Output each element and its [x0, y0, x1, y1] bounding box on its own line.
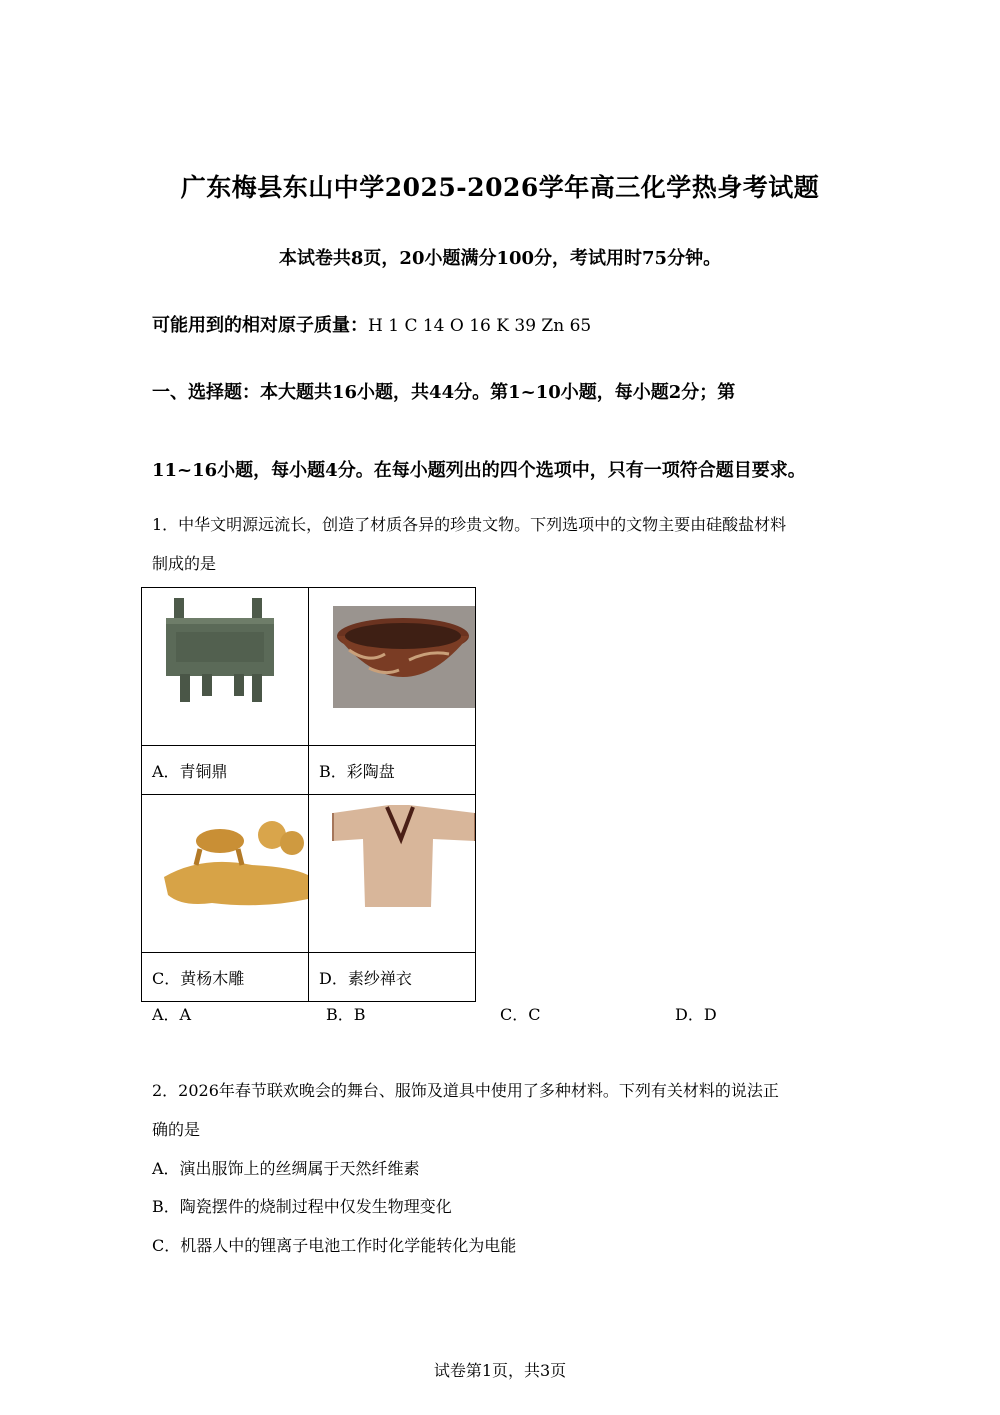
q1-choice-c: C．C: [500, 1005, 541, 1024]
q1-stem-line1: 1．中华文明源远流长，创造了材质各异的珍贵文物。下列选项中的文物主要由硅酸盐材料: [152, 515, 787, 534]
plain-silk-robe-image: [309, 795, 476, 953]
q1-options-table: [141, 587, 476, 1002]
boxwood-carving-image: [142, 795, 309, 953]
q1-choice-a: A．A: [152, 1005, 192, 1024]
atomic-mass-values: H 1 C 14 O 16 K 39 Zn 65: [368, 316, 592, 336]
page-footer: 试卷第1页，共3页: [433, 1361, 567, 1380]
exam-subtitle: 本试卷共8页，20小题满分100分，考试用时75分钟。: [278, 248, 722, 269]
section-one-line2: 11~16小题，每小题4分。在每小题列出的四个选项中，只有一项符合题目要求。: [152, 460, 806, 481]
option-b-label: B．彩陶盘: [309, 746, 476, 795]
bronze-ding-image: [142, 588, 309, 746]
atomic-mass-label: 可能用到的相对原子质量：: [152, 315, 368, 336]
q1-stem-line2: 制成的是: [152, 554, 217, 573]
section-one-line1: 一、选择题：本大题共16小题，共44分。第1~10小题，每小题2分；第: [152, 382, 736, 403]
q2-option-a: A．演出服饰上的丝绸属于天然纤维素: [152, 1159, 420, 1178]
exam-title: 广东梅县东山中学2025-2026学年高三化学热身考试题: [180, 173, 820, 202]
q2-stem-line1: 2．2026年春节联欢晚会的舞台、服饰及道具中使用了多种材料。下列有关材料的说法正: [152, 1081, 779, 1100]
q2-option-c: C．机器人中的锂离子电池工作时化学能转化为电能: [152, 1236, 517, 1255]
q1-choice-b: B．B: [326, 1005, 366, 1024]
q1-choice-d: D．D: [675, 1005, 717, 1024]
painted-pottery-bowl-image: [309, 588, 476, 746]
option-d-label: D．素纱禅衣: [309, 953, 476, 1002]
q2-stem-line2: 确的是: [152, 1120, 201, 1139]
q2-option-b: B．陶瓷摆件的烧制过程中仅发生物理变化: [152, 1197, 452, 1216]
option-c-label: C．黄杨木雕: [142, 953, 309, 1002]
option-a-label: A．青铜鼎: [142, 746, 309, 795]
atomic-mass-line: [152, 311, 591, 337]
